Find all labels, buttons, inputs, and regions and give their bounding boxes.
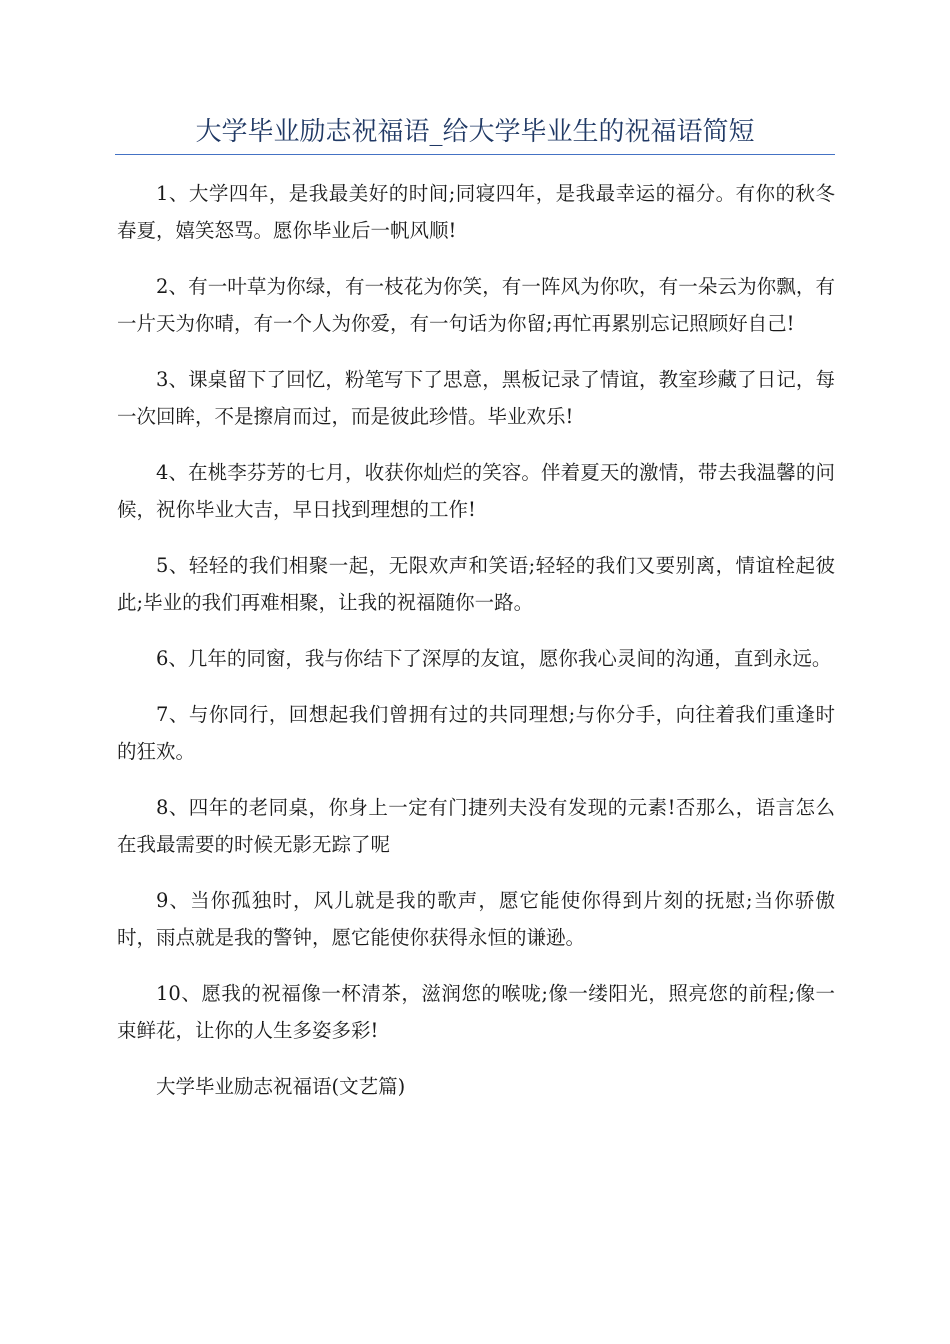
paragraph-8: 8、四年的老同桌，你身上一定有门捷列夫没有发现的元素!否那么，语言怎么在我最需要的时候无影无踪了呢 <box>117 796 835 856</box>
document-body <box>117 175 835 1124</box>
paragraph-10: 10、愿我的祝福像一杯清茶，滋润您的喉咙;像一缕阳光，照亮您的前程;像一束鲜花，让你的人生多姿多彩! <box>117 982 835 1042</box>
paragraph-7: 7、与你同行，回想起我们曾拥有过的共同理想;与你分手，向往着我们重逢时的狂欢。 <box>117 703 835 763</box>
title-underline <box>115 154 835 155</box>
paragraph-4: 4、在桃李芬芳的七月，收获你灿烂的笑容。伴着夏天的激情，带去我温馨的问候，祝你毕业大吉，早日找到理想的工作! <box>117 461 835 521</box>
paragraph-3: 3、课桌留下了回忆，粉笔写下了思意，黑板记录了情谊，教室珍藏了日记，每一次回眸，不是擦肩而过，而是彼此珍惜。毕业欢乐! <box>117 368 835 428</box>
paragraph-6: 6、几年的同窗，我与你结下了深厚的友谊，愿你我心灵间的沟通，直到永远。 <box>156 647 832 670</box>
document-title: 大学毕业励志祝福语_给大学毕业生的祝福语简短 <box>195 117 755 147</box>
paragraph-2: 2、有一叶草为你绿，有一枝花为你笑，有一阵风为你吹，有一朵云为你飘，有一片天为你晴，有一个人为你爱，有一句话为你留;再忙再累别忘记照顾好自己! <box>117 275 835 335</box>
paragraph-5: 5、轻轻的我们相聚一起，无限欢声和笑语;轻轻的我们又要别离，情谊栓起彼此;毕业的我们再难相聚，让我的祝福随你一路。 <box>117 554 835 614</box>
paragraph-1: 1、大学四年，是我最美好的时间;同寝四年，是我最幸运的福分。有你的秋冬春夏，嬉笑怒骂。愿你毕业后一帆风顺! <box>117 182 835 242</box>
section-heading: 大学毕业励志祝福语(文艺篇) <box>156 1075 406 1098</box>
paragraph-9: 9、当你孤独时，风儿就是我的歌声，愿它能使你得到片刻的抚慰;当你骄傲时，雨点就是我的警钟，愿它能使你获得永恒的谦逊。 <box>117 889 835 949</box>
